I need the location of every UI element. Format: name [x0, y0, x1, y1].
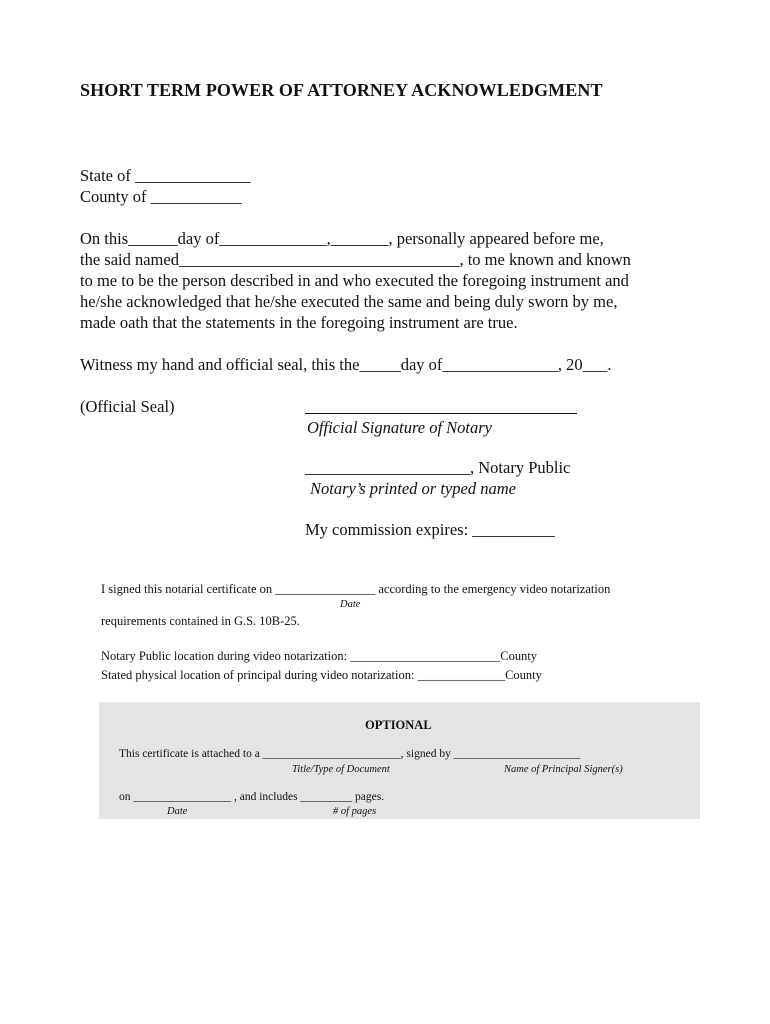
optional-section — [99, 702, 700, 819]
notary-signature-line[interactable] — [305, 413, 577, 414]
state-line — [80, 166, 251, 186]
state-blank[interactable]: ______________ — [135, 166, 251, 185]
optional-pages-caption: # of pages — [333, 806, 377, 817]
county-label: County of — [80, 187, 147, 206]
printed-name-caption: Notary’s printed or typed name — [310, 479, 516, 498]
acknowledgment-line-3: to me to be the person described in and who executed the foregoing instrument and — [80, 271, 629, 290]
official-seal-label: (Official Seal) — [80, 397, 175, 416]
witness-line: Witness my hand and official seal, this the_____day of______________, 20___. — [80, 355, 612, 374]
county-line — [80, 187, 241, 207]
signature-caption: Official Signature of Notary — [307, 418, 493, 437]
certificate-date-caption: Date — [340, 599, 361, 610]
optional-attached-line: This certificate is attached to a ________________________, signed by ______________________ — [119, 748, 581, 760]
principal-location-line: Stated physical location of principal during video notarization: ______________County — [101, 668, 542, 682]
county-blank[interactable]: ___________ — [150, 187, 242, 206]
notary-location-line: Notary Public location during video notarization: ________________________County — [101, 649, 538, 663]
acknowledgment-line-5: made oath that the statements in the foregoing instrument are true. — [80, 313, 518, 332]
optional-title: OPTIONAL — [365, 718, 432, 732]
optional-date-caption: Date — [167, 806, 188, 817]
acknowledgment-line-1: On this______day of_____________,_______, personally appeared before me, — [80, 229, 604, 248]
acknowledgment-line-2: the said named__________________________________, to me known and known — [80, 250, 631, 269]
title-type-caption: Title/Type of Document — [292, 764, 390, 775]
notary-public-line: ____________________, Notary Public — [305, 458, 571, 477]
acknowledgment-line-4: he/she acknowledged that he/she executed the same and being duly sworn by me, — [80, 292, 618, 311]
certificate-line-1: I signed this notarial certificate on ________________ according to the emergency video notarization — [101, 582, 611, 596]
document-title: SHORT TERM POWER OF ATTORNEY ACKNOWLEDGMENT — [80, 80, 603, 100]
commission-expires-line: My commission expires: __________ — [305, 520, 555, 539]
state-label: State of — [80, 166, 131, 185]
principal-signer-caption: Name of Principal Signer(s) — [504, 764, 623, 775]
certificate-line-2: requirements contained in G.S. 10B-25. — [101, 614, 300, 628]
optional-date-pages-line: on _________________ , and includes _________ pages. — [119, 791, 385, 803]
